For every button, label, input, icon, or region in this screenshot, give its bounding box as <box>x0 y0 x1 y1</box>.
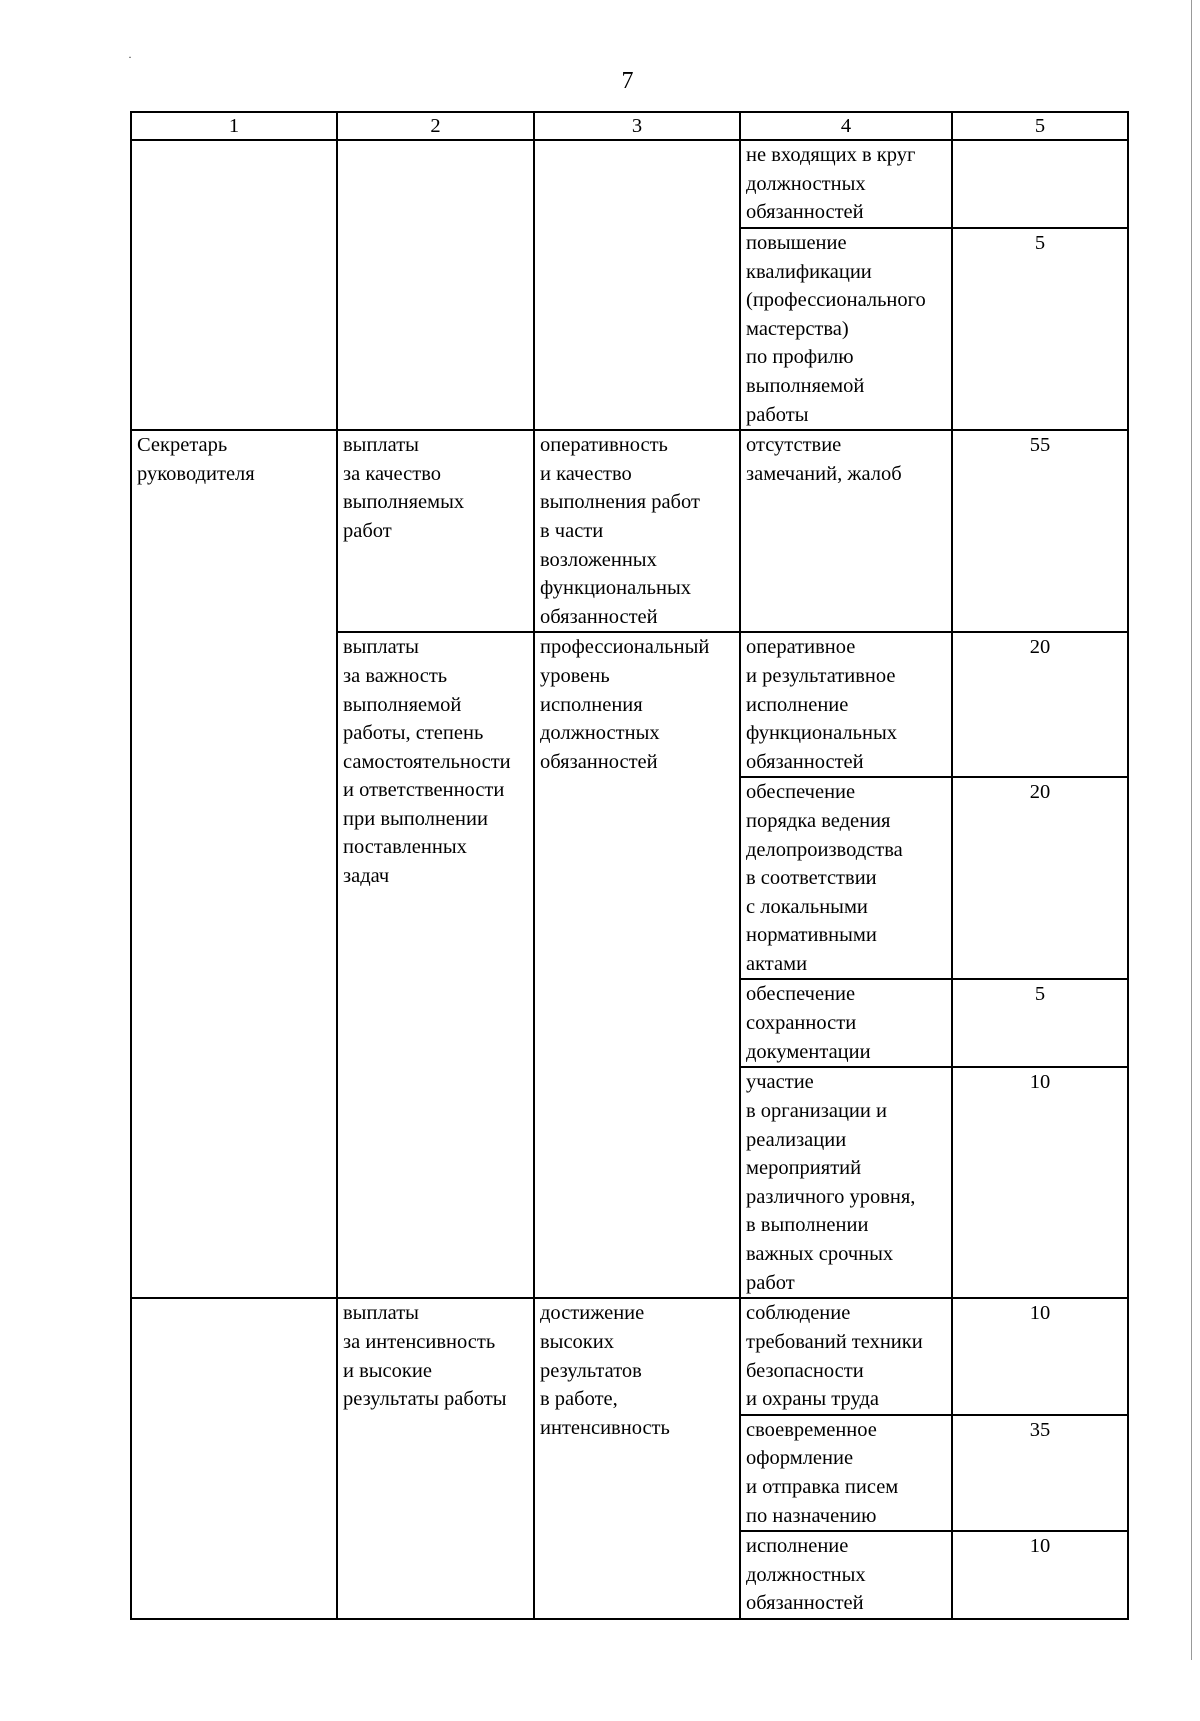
criterion-cell: оперативность и качество выполнения работ в части возложенных функциональных обязанностей <box>534 430 740 632</box>
position-cell: Секретарь руководителя <box>131 430 337 1298</box>
percent-cell: 10 <box>952 1298 1128 1414</box>
payment-type-cell: выплаты за интенсивность и высокие результаты работы <box>337 1298 534 1619</box>
indicator-cell: обеспечение сохранности документации <box>740 979 952 1067</box>
indicator-cell: своевременное оформление и отправка писем по назначению <box>740 1415 952 1531</box>
criterion-cell <box>534 140 740 430</box>
table-row <box>131 430 1128 632</box>
criterion-cell: достижение высоких результатов в работе, интенсивность <box>534 1298 740 1619</box>
indicator-cell: соблюдение требований техники безопасности и охраны труда <box>740 1298 952 1414</box>
indicator-cell: отсутствие замечаний, жалоб <box>740 430 952 632</box>
indicator-cell: участие в организации и реализации мероприятий различного уровня, в выполнении важных срочных работ <box>740 1067 952 1298</box>
header-cell: 1 <box>131 112 337 140</box>
indicator-cell: исполнение должностных обязанностей <box>740 1531 952 1619</box>
header-cell: 3 <box>534 112 740 140</box>
scan-speck: · <box>128 50 132 64</box>
percent-cell: 20 <box>952 632 1128 777</box>
table-row <box>131 1298 1128 1414</box>
payment-type-cell <box>337 140 534 430</box>
percent-cell: 55 <box>952 430 1128 632</box>
page-number: 7 <box>621 68 634 94</box>
position-cell <box>131 140 337 430</box>
indicator-cell: оперативное и результативное исполнение функциональных обязанностей <box>740 632 952 777</box>
indicator-cell: не входящих в круг должностных обязанностей <box>740 140 952 228</box>
payment-type-cell: выплаты за качество выполняемых работ <box>337 430 534 632</box>
percent-cell: 10 <box>952 1067 1128 1298</box>
header-cell: 4 <box>740 112 952 140</box>
scan-edge-line <box>1191 0 1192 1660</box>
position-cell <box>131 1298 337 1619</box>
percent-cell: 35 <box>952 1415 1128 1531</box>
indicator-cell: обеспечение порядка ведения делопроизводства в соответствии с локальными нормативными актами <box>740 777 952 979</box>
percent-cell: 10 <box>952 1531 1128 1619</box>
table-row <box>131 140 1128 228</box>
indicator-cell: повышение квалификации (профессионального мастерства) по профилю выполняемой работы <box>740 228 952 430</box>
payment-type-cell: выплаты за важность выполняемой работы, степень самостоятельности и ответственности при выполнении поставленных задач <box>337 632 534 1298</box>
percent-cell <box>952 140 1128 228</box>
criteria-table <box>130 111 1129 1620</box>
percent-cell: 5 <box>952 228 1128 430</box>
table-header-row <box>131 112 1128 140</box>
percent-cell: 5 <box>952 979 1128 1067</box>
criterion-cell: профессиональный уровень исполнения должностных обязанностей <box>534 632 740 1298</box>
percent-cell: 20 <box>952 777 1128 979</box>
header-cell: 2 <box>337 112 534 140</box>
header-cell: 5 <box>952 112 1128 140</box>
